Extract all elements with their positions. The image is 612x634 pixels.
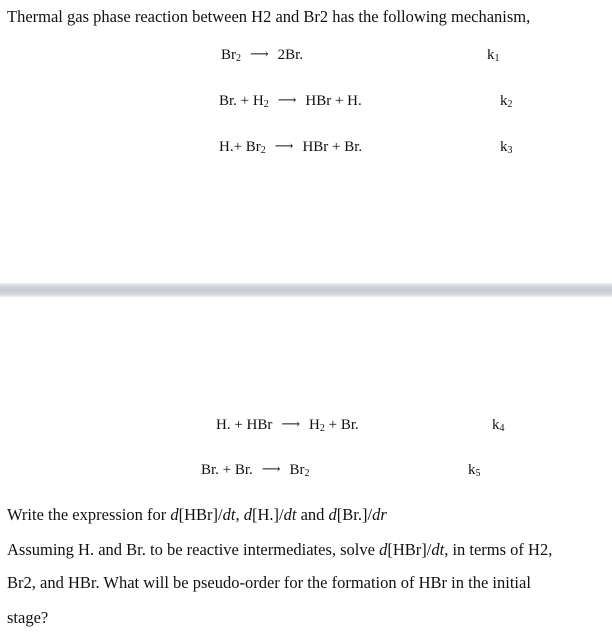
reaction-5-products: $Br_2$ [289,462,310,479]
question-line-4: stage? [7,608,49,627]
reaction-5-reactants: Br. + Br. [201,462,253,478]
right-arrow-icon: ⟶ [261,461,281,476]
reaction-3-rate-constant: $k_3$ [500,139,513,156]
reaction-3-equation [219,139,362,156]
right-arrow-icon: ⟶ [250,46,269,61]
reaction-1-reactants: $Br_2$ [221,47,241,64]
reaction-2-equation [219,93,362,110]
question-line-1: Write the expression for d[HBr]/dt, d[H.]/dt and d[Br.]/dr [7,505,387,524]
right-arrow-icon: ⟶ [281,416,301,431]
reaction-3-reactants: $H.+ Br_2$ [219,139,266,156]
reaction-4-rate-constant: $k_4$ [492,417,505,434]
reaction-1-products: 2Br. [277,47,304,63]
reaction-1-equation [221,47,303,64]
reaction-4-products: $H_2 + Br$. [309,417,359,434]
reaction-1-rate-constant: $k_1$ [487,47,500,64]
intro-text: Thermal gas phase reaction between H2 and Br2 has the following mechanism, [7,7,531,26]
reaction-2-rate-constant: $k_2$ [500,93,513,110]
reaction-5-rate-constant: $k_5$ [468,462,481,479]
reaction-2-products: HBr + H. [305,93,362,109]
reaction-3-products: HBr + Br. [302,139,363,155]
question-line-3: Br2, and HBr. What will be pseudo-order for the formation of HBr in the initial [7,573,531,592]
reaction-4-equation [216,417,359,434]
reaction-4-reactants: H. + HBr [216,417,273,433]
question-line-2: Assuming H. and Br. to be reactive intermediates, solve d[HBr]/dt, in terms of H2, [7,540,553,559]
right-arrow-icon: ⟶ [274,138,294,153]
reaction-5-equation [201,462,309,479]
reaction-2-reactants: Br. + $H_2$ [219,93,269,110]
page-divider [0,283,612,297]
right-arrow-icon: ⟶ [277,92,297,107]
